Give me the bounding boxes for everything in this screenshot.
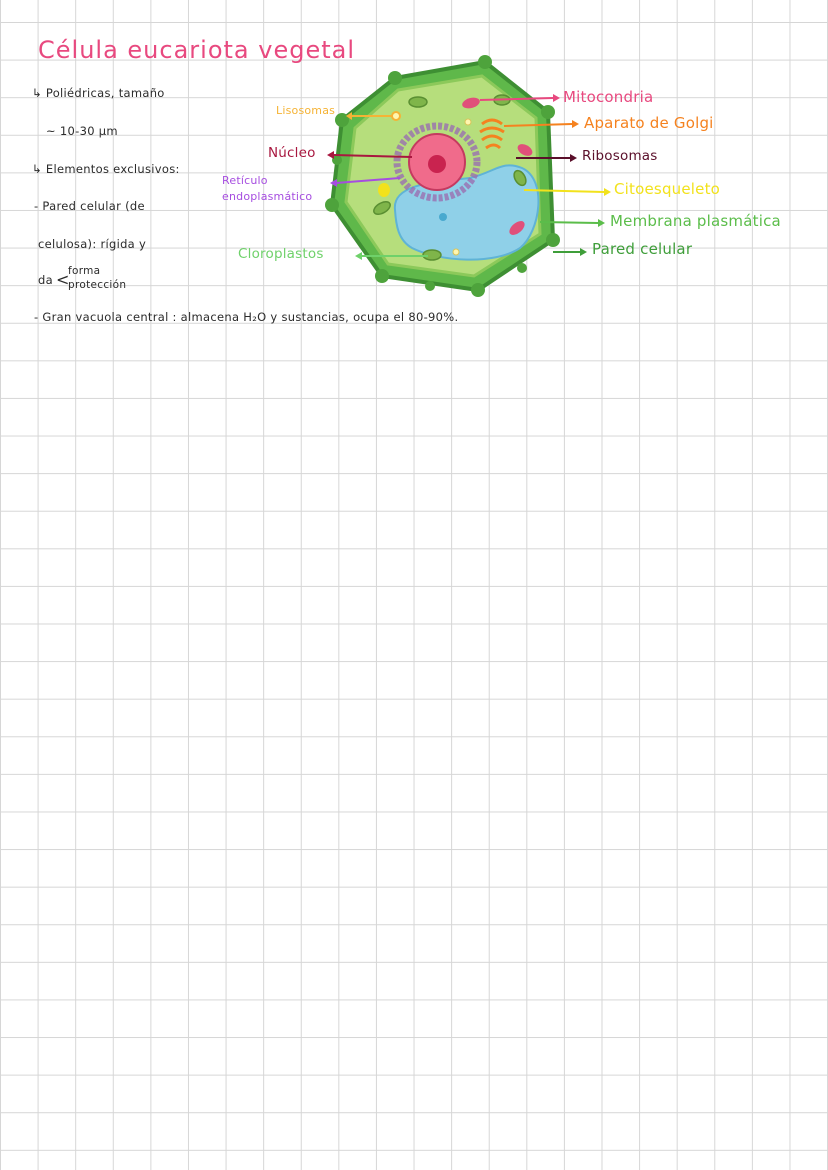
label-membrana: Membrana plasmática [610, 212, 781, 230]
label-ribosomas: Ribosomas [582, 148, 658, 164]
label-cloroplastos: Cloroplastos [238, 246, 324, 262]
note-da-option-shape: forma [68, 265, 101, 277]
note-line-polyhedral: ↳ Poliédricas, tamaño [32, 86, 165, 100]
nucleolus-shape [428, 155, 446, 173]
note-line-cellulose: celulosa): rígida y [38, 237, 147, 251]
label-mitocondria: Mitocondria [563, 88, 654, 106]
note-da-brace: < [56, 270, 70, 289]
label-reticulo-line1: Retículo [222, 174, 268, 187]
cytoskeleton-dot [378, 183, 390, 197]
note-line-vacuole: - Gran vacuola central : almacena H₂O y sustancias, ocupa el 80-90%. [34, 310, 459, 324]
label-golgi: Aparato de Golgi [584, 114, 714, 132]
label-lisosomas: Lisosomas [276, 104, 336, 117]
note-line-exclusive: ↳ Elementos exclusivos: [32, 162, 180, 176]
label-reticulo-line2: endoplasmático [222, 190, 313, 203]
note-da-option-protection: protección [68, 279, 127, 291]
label-nucleo: Núcleo [268, 145, 316, 161]
vacuole-dot [439, 213, 447, 221]
note-line-cell-wall: - Pared celular (de [34, 199, 145, 213]
label-citoesqueleto: Citoesqueleto [614, 180, 721, 198]
page-title: Célula eucariota vegetal [38, 36, 356, 64]
label-pared: Pared celular [592, 240, 693, 258]
note-da-prefix: da [38, 273, 53, 287]
lysosome-shape [392, 112, 400, 120]
note-line-size: ~ 10-30 µm [46, 124, 118, 138]
